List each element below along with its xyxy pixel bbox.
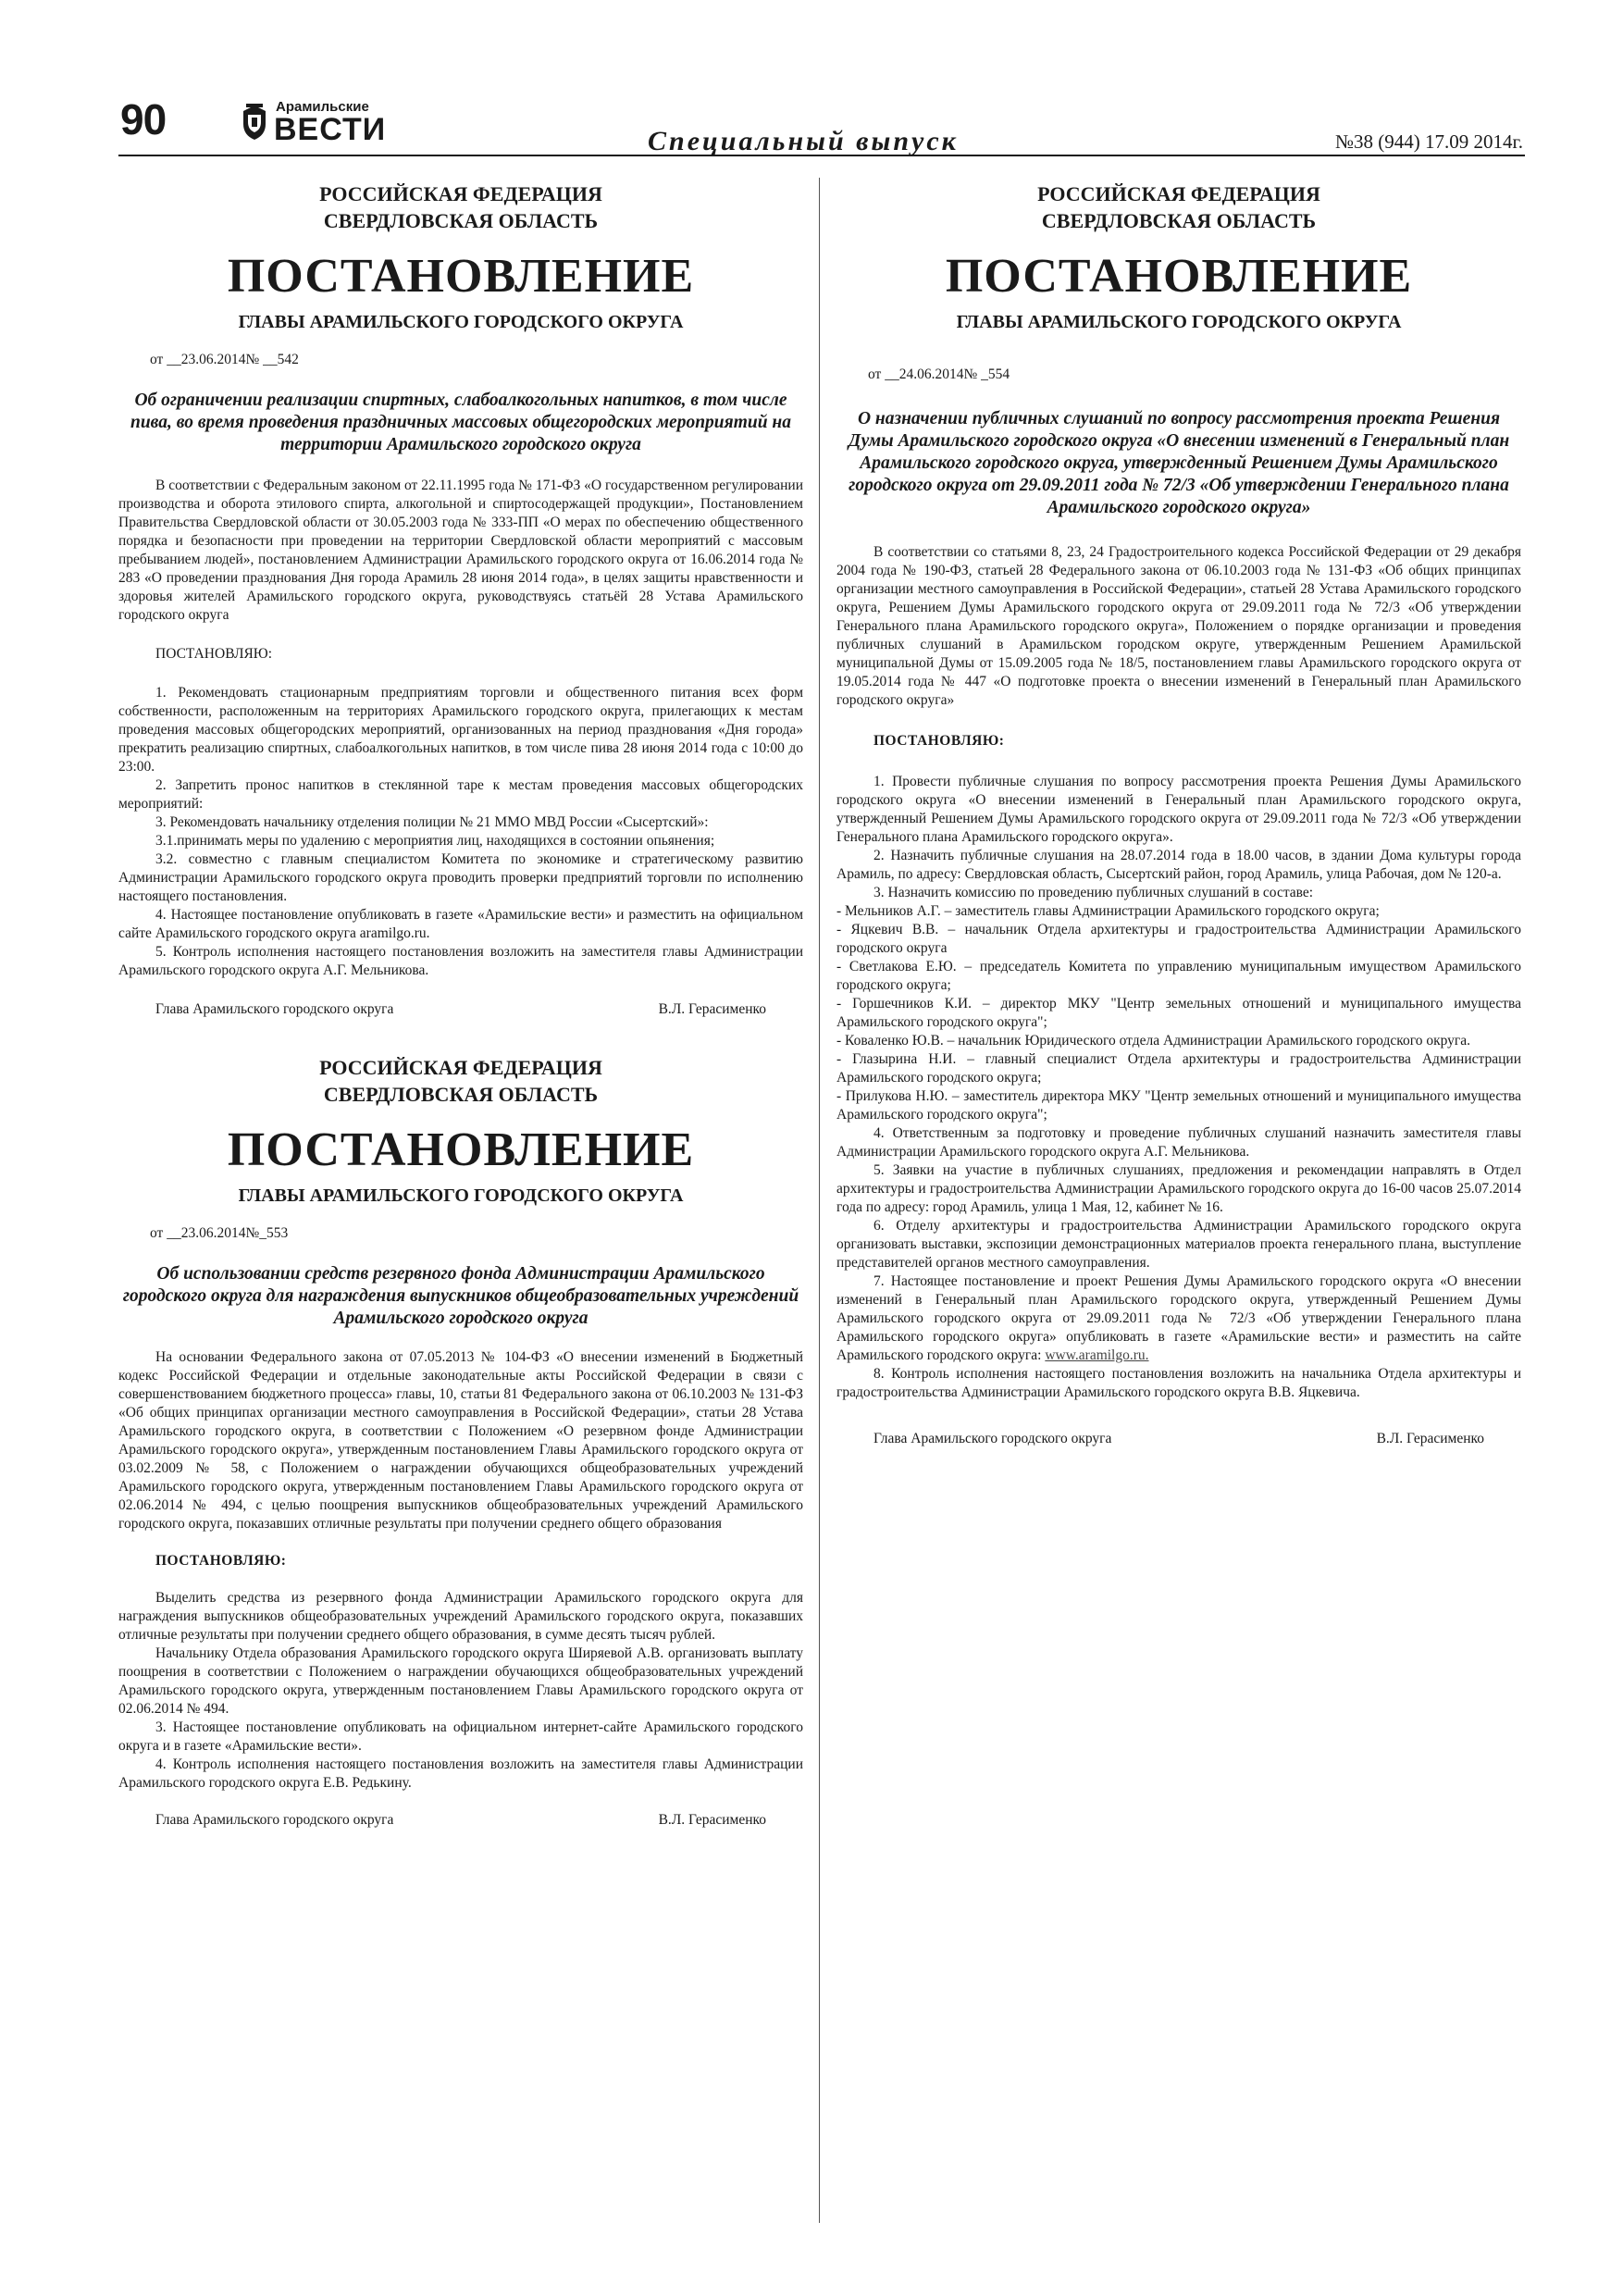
right-column <box>836 180 1521 1448</box>
region-line-1: РОССИЙСКАЯ ФЕДЕРАЦИЯ <box>1037 182 1320 205</box>
newspaper-logo[interactable] <box>241 100 398 150</box>
website-link[interactable]: www.aramilgo.ru. <box>1045 1347 1149 1363</box>
decree-554 <box>836 180 1521 1448</box>
decree-title: ПОСТАНОВЛЕНИЕ <box>227 250 695 303</box>
page-number: 90 <box>120 95 167 143</box>
decree-preamble: В соответствии со статьями 8, 23, 24 Градостроительного кодекса Российской Федерации от 29 декабря 2004 года № 190-ФЗ, статьей 28 Федерального закона от 06.10.2003 года № 131-ФЗ «Об общих принципах организации местного самоуправления в Российской Федерации», статьей 28 Устава Арамильского городского округа, Решением Думы Арамильского городского округа от 29.09.2011 года № 72/3 «Об утверждении Генерального плана Арамильского городского округа», Положением о порядке организации и проведения публичных слушаний в Арамильском городском округе, утвержденным Решением Арамильской муниципальной Думы от 15.09.2005 года № 18/5, постановлением главы Арамильского городского округа от 19.05.2014 года № 447 «О подготовке проекта о внесении изменений в Генеральный план Арамильского городского округа» <box>836 544 1521 708</box>
commission-member: - Яцкевич В.В. – начальник Отдела архитектуры и градостроительства Администрации Арамильского городского округа <box>836 922 1521 956</box>
region-line-2: СВЕРДЛОВСКАЯ ОБЛАСТЬ <box>1041 209 1317 232</box>
decree-item-text: 7. Настоящее постановление и проект Решения Думы Арамильского городского округа «О внесении изменений в Генеральный план Арамильского городского округа, утвержденный Решением Думы Арамильского городского округа от 29.09.2011 года № 72/3 «Об утверждении Генерального плана Арамильского городского округа» опубликовать в газете «Арамильские вести» и разместить на сайте Арамильского городского округа: <box>836 1273 1521 1363</box>
region-line-1: РОССИЙСКАЯ ФЕДЕРАЦИЯ <box>319 182 602 205</box>
decree-item: 5. Контроль исполнения настоящего постановления возложить на заместителя главы Администрации Арамильского городского округа А.Г. Мельникова. <box>118 944 803 978</box>
decree-date-number: от __23.06.2014№ __542 <box>150 352 299 367</box>
decree-items <box>836 773 1521 1402</box>
signature-block <box>155 1811 766 1830</box>
decree-subject: О назначении публичных слушаний по вопросу рассмотрения проекта Решения Думы Арамильского городского округа «О внесении изменений в Генеральный план Арамильского городского округа, утвержденный Решением Думы Арамильского городского округа от 29.09.2011 года № 72/3 «Об утверждении Генерального плана Арамильского городского округа» <box>848 409 1510 517</box>
decree-issuer: ГЛАВЫ АРАМИЛЬСКОГО ГОРОДСКОГО ОКРУГА <box>238 1185 684 1206</box>
decree-preamble: На основании Федерального закона от 07.05.2013 № 104-ФЗ «О внесении изменений в Бюджетный кодекс Российской Федерации и отдельные законодательные акты Российской Федерации в связи с совершенствованием бюджетного процесса» главы, 10, статьи 81 Федерального закона от 06.10.2003 № 131-ФЗ «Об общих принципах организации местного самоуправления в Российской Федерации», статьи 28 Устава Арамильского городского округа, в соответствии с Положением «О резервном фонде Администрации Арамильского городского округа», утвержденным постановлением Главы Арамильского городского округа от 03.02.2009 № 58, с Положением о награждении обучающихся общеобразовательных учреждений Арамильского городского округа, утвержденным постановлением Главы Арамильского городского округа от 02.06.2014 № 494, с целью поощрения выпускников общеобразовательных учреждений Арамильского городского округа, показавших отличные результаты при получении среднего общего образования <box>118 1349 803 1532</box>
decree-553 <box>118 1054 803 1830</box>
decree-item: 8. Контроль исполнения настоящего постановления возложить на начальника Отдела архитектуры и градостроительства Администрации Арамильского городского округа В.В. Яцкевича. <box>836 1366 1521 1400</box>
commission-member: - Глазырина Н.И. – главный специалист Отдела архитектуры и градостроительства Администрации Арамильского городского округа; <box>836 1051 1521 1086</box>
decree-item: 4. Контроль исполнения настоящего постановления возложить на заместителя главы Администрации Арамильского городского округа Е.В. Редькину. <box>118 1756 803 1791</box>
decree-date-number: от __24.06.2014№ _554 <box>868 366 1010 382</box>
decree-subject: Об ограничении реализации спиртных, слабоалкогольных напитков, в том числе пива, во время проведения праздничных массовых общегородских мероприятий на территории Арамильского городского округа <box>130 391 792 454</box>
signature-block <box>873 1430 1484 1448</box>
decree-subject: Об использовании средств резервного фонда Администрации Арамильского городского округа для награждения выпускников общеобразовательных учреждений Арамильского городского округа <box>122 1264 799 1328</box>
region-line-1: РОССИЙСКАЯ ФЕДЕРАЦИЯ <box>319 1056 602 1079</box>
signature-title: Глава Арамильского городского округа <box>155 1001 394 1017</box>
decree-item: 2. Запретить пронос напитков в стеклянной таре к местам проведения массовых общегородских мероприятий: <box>118 777 803 812</box>
decree-preamble: В соответствии с Федеральным законом от 22.11.1995 года № 171-ФЗ «О государственном регулировании производства и оборота этилового спирта, алкогольной и спиртосодержащей продукции», Постановлением Правительства Свердловской области от 30.05.2003 года № 333-ПП «О мерах по обеспечению общественного порядка и безопасности при проведении на территории Свердловской области мероприятий с массовым пребыванием людей», постановлением Администрации Арамильского городского округа от 16.06.2014 года № 283 «О проведении празднования Дня города Арамиль 28 июня 2014 года», в целях защиты нравственности и здоровья жителей Арамильского городского округа, руководствуясь статьёй 28 Устава Арамильского городского округа <box>118 478 803 623</box>
logo-top-text: Арамильские <box>276 99 369 115</box>
signature-title: Глава Арамильского городского округа <box>873 1431 1112 1446</box>
decree-date-number: от __23.06.2014№_553 <box>150 1225 289 1241</box>
postanovlyayu-label: ПОСТАНОВЛЯЮ: <box>873 733 1005 749</box>
decree-item: 4. Настоящее постановление опубликовать в газете «Арамильские вести» и разместить на официальном сайте Арамильского городского округа aramilgo.ru. <box>118 907 803 941</box>
signature-block <box>155 1000 766 1019</box>
decree-item: 3.2. совместно с главным специалистом Комитета по экономике и стратегическому развитию Администрации Арамильского городского округа проводить проверки предприятий торговли по исполнению настоящего постановления. <box>118 851 803 904</box>
commission-member: - Горшечников К.И. – директор МКУ "Центр земельных отношений и муниципального имущества Арамильского городского округа"; <box>836 996 1521 1030</box>
decree-item: Выделить средства из резервного фонда Администрации Арамильского городского округа для награждения выпускников общеобразовательных учреждений Арамильского городского округа, показавших отличные результаты при получении среднего общего образования, в сумме десять тысяч рублей. <box>118 1590 803 1643</box>
decree-item: 6. Отделу архитектуры и градостроительства Администрации Арамильского городского округа организовать выставки, экспозиции демонстрационных материалов проекта генерального плана, выступление представителей органов местного самоуправления. <box>836 1218 1521 1271</box>
region-line-2: СВЕРДЛОВСКАЯ ОБЛАСТЬ <box>323 209 599 232</box>
signature-title: Глава Арамильского городского округа <box>155 1812 394 1828</box>
decree-item <box>836 1272 1521 1365</box>
region-line-2: СВЕРДЛОВСКАЯ ОБЛАСТЬ <box>323 1083 599 1106</box>
decree-items <box>118 684 803 980</box>
signature-name: В.Л. Герасименко <box>1376 1431 1484 1446</box>
decree-item: 1. Рекомендовать стационарным предприятиям торговли и общественного питания всех форм собственности, расположенным на территориях Арамильского городского округа, прилегающих к местам проведения массовых общегородских мероприятий, организованных на период празднования «Дня города» прекратить реализацию спиртных, слабоалкогольных напитков, в том числе пива 28 июня 2014 года с 10:00 до 23:00. <box>118 685 803 775</box>
decree-item: 3. Назначить комиссию по проведению публичных слушаний в составе: <box>873 885 1314 900</box>
left-column <box>118 180 803 1830</box>
decree-item: 2. Назначить публичные слушания на 28.07.2014 года в 18.00 часов, в здании Дома культуры города Арамиль, по адресу: Свердловская область, Сысертский район, город Арамиль, улица Рабочая, дом № 120-а. <box>836 848 1521 882</box>
decree-item: 4. Ответственным за подготовку и проведение публичных слушаний назначить заместителя главы Администрации Арамильского городского округа А.Г. Мельникова. <box>836 1125 1521 1160</box>
logo-main-text: ВЕСТИ <box>274 112 387 147</box>
issue-title: Специальный выпуск <box>648 126 959 156</box>
commission-member: - Коваленко Ю.В. – начальник Юридического отдела Администрации Арамильского городского округа. <box>836 1033 1471 1049</box>
decree-item: Начальнику Отдела образования Арамильского городского округа Ширяевой А.В. организовать выплату поощрения в соответствии с Положением о награждении обучающихся общеобразовательных учреждений Арамильского городского округа, утвержденным постановлением Главы Арамильского городского округа от 02.06.2014 № 494. <box>118 1645 803 1717</box>
signature-name: В.Л. Герасименко <box>658 1812 766 1828</box>
commission-member: - Мельников А.Г. – заместитель главы Администрации Арамильского городского округа; <box>836 903 1380 919</box>
issue-number: №38 (944) 17.09 2014г. <box>1334 130 1523 153</box>
decree-issuer: ГЛАВЫ АРАМИЛЬСКОГО ГОРОДСКОГО ОКРУГА <box>238 312 684 332</box>
signature-name: В.Л. Герасименко <box>658 1001 766 1017</box>
decree-item: 5. Заявки на участие в публичных слушаниях, предложения и рекомендации направлять в Отдел архитектуры и градостроительства Администрации Арамильского городского округа до 16-00 часов 25.07.2014 года по адресу: город Арамиль, улица 1 Мая, 12, кабинет № 16. <box>836 1162 1521 1215</box>
decree-item: 3.1.принимать меры по удалению с мероприятия лиц, находящихся в состоянии опьянения; <box>155 833 715 849</box>
decree-items <box>118 1589 803 1793</box>
decree-title: ПОСТАНОВЛЕНИЕ <box>227 1123 695 1176</box>
decree-issuer: ГЛАВЫ АРАМИЛЬСКОГО ГОРОДСКОГО ОКРУГА <box>956 312 1402 332</box>
header-rule <box>118 155 1525 156</box>
column-divider <box>819 178 820 2223</box>
commission-member: - Светлакова Е.Ю. – председатель Комитета по управлению муниципальным имуществом Арамильского городского округа; <box>836 959 1521 993</box>
decree-542 <box>118 180 803 1019</box>
decree-item: 3. Настоящее постановление опубликовать на официальном интернет-сайте Арамильского городского округа и в газете «Арамильские вести». <box>118 1719 803 1754</box>
decree-item: 3. Рекомендовать начальнику отделения полиции № 21 ММО МВД России «Сысертский»: <box>155 814 709 830</box>
commission-member: - Прилукова Н.Ю. – заместитель директора МКУ "Центр земельных отношений и муниципального имущества Арамильского городского округа"; <box>836 1088 1521 1123</box>
postanovlyayu-label: ПОСТАНОВЛЯЮ: <box>155 646 273 662</box>
coat-of-arms-icon <box>241 104 268 141</box>
decree-title: ПОСТАНОВЛЕНИЕ <box>945 250 1413 303</box>
decree-item: 1. Провести публичные слушания по вопросу рассмотрения проекта Решения Думы Арамильского городского округа «О внесении изменений в Генеральный план Арамильского городского округа, утвержденный Решением Думы Арамильского городского округа от 29.09.2011 года № 72/3 «Об утверждении Генерального плана Арамильского городского округа». <box>836 774 1521 845</box>
postanovlyayu-label: ПОСТАНОВЛЯЮ: <box>155 1553 287 1569</box>
